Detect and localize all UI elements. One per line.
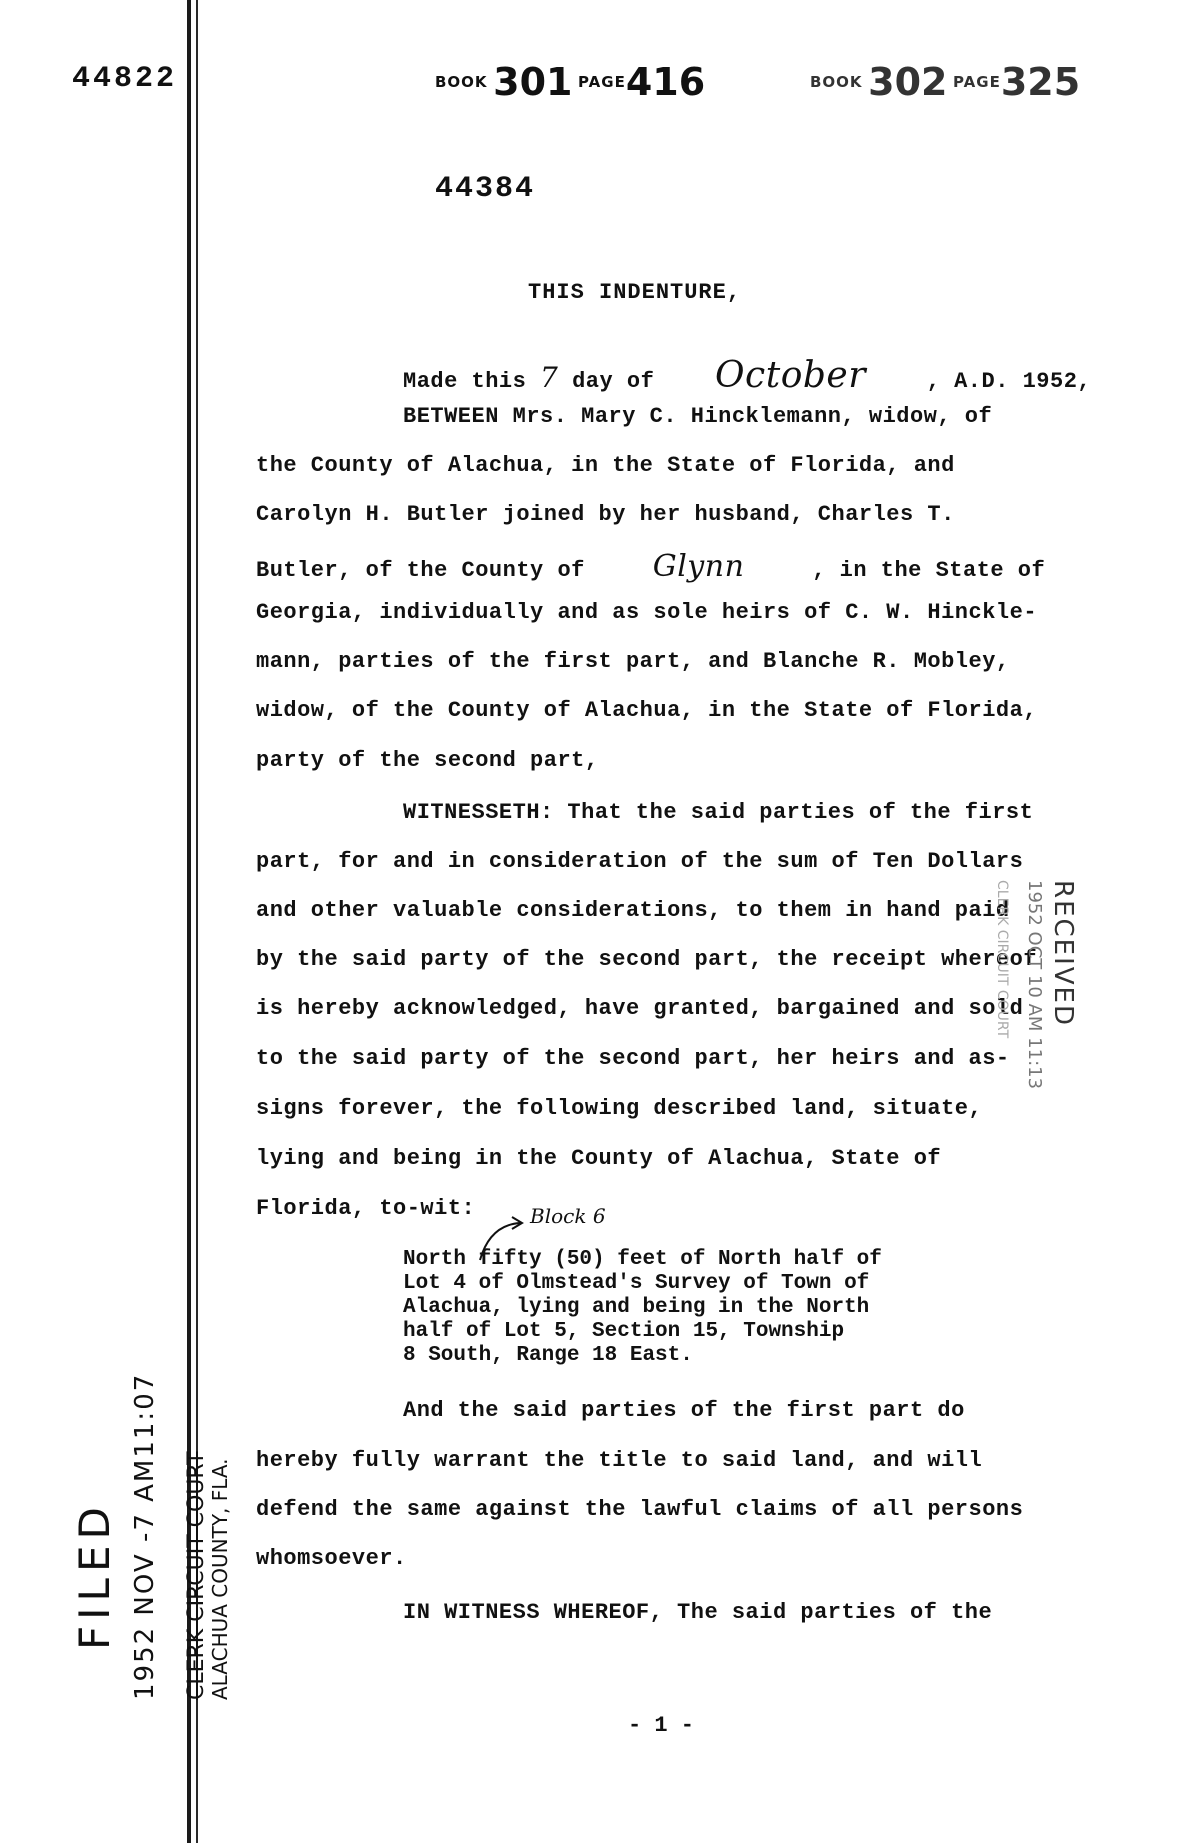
book-page-stamp-2 [810,60,1080,104]
body-line: defend the same against the lawful claims of all persons [256,1497,1024,1522]
body-line: Florida, to-wit: [256,1196,476,1221]
received-stamp-date: 1952 OCT 10 AM 11:13 [1024,880,1045,1090]
page-number: 416 [625,60,706,104]
filed-stamp-clerk: CLERK CIRCUIT COURT [184,1451,209,1700]
page-number: - 1 - [628,1713,695,1738]
body-line: lying and being in the County of Alachua, State of [256,1146,942,1171]
document-heading: THIS INDENTURE, [528,280,742,305]
date-line [403,355,1091,396]
handwritten-month: October [715,355,866,396]
page-label: PAGE [578,73,626,91]
page-number: 325 [1000,60,1081,104]
year-text: , A.D. 1952, [926,369,1092,394]
body-line: whomsoever. [256,1546,407,1571]
body-line: And the said parties of the first part do [403,1398,965,1423]
county-suffix: , in the State of [812,558,1046,583]
body-line: the County of Alachua, in the State of Florida, and [256,453,955,478]
book-label: BOOK [435,73,488,91]
body-line: part, for and in consideration of the sum of Ten Dollars [256,849,1024,874]
body-line: signs forever, the following described land, situate, [256,1096,983,1121]
received-stamp-label: RECEIVED [1048,880,1078,1027]
filed-stamp-date: 1952 NOV -7 AM11:07 [130,1372,160,1700]
page-label: PAGE [953,73,1001,91]
made-prefix: Made this [403,369,527,394]
document-number: 44822 [72,62,178,96]
day-of-text: day of [572,369,655,394]
body-line: Georgia, individually and as sole heirs of C. W. Hinckle- [256,600,1038,625]
body-line: Carolyn H. Butler joined by her husband, Charles T. [256,502,955,527]
description-line: half of Lot 5, Section 15, Township [403,1320,845,1343]
body-line: to the said party of the second part, her heirs and as- [256,1046,1010,1071]
handwritten-day: 7 [540,361,559,394]
handwritten-block-annotation: Block 6 [530,1204,606,1228]
body-line: widow, of the County of Alachua, in the State of Florida, [256,698,1038,723]
body-line: party of the second part, [256,748,599,773]
body-line: BETWEEN Mrs. Mary C. Hincklemann, widow, of [403,404,993,429]
filed-stamp-county: ALACHUA COUNTY, FLA. [208,1458,232,1700]
body-line: by the said party of the second part, the receipt whereof [256,947,1038,972]
reference-number: 44384 [435,172,536,206]
body-line: hereby fully warrant the title to said land, and will [256,1448,983,1473]
book-number: 302 [868,60,948,104]
description-line: 8 South, Range 18 East. [403,1344,693,1367]
body-line: mann, parties of the first part, and Blanche R. Mobley, [256,649,1010,674]
body-line: WITNESSETH: That the said parties of the first [403,800,1034,825]
description-line: Alachua, lying and being in the North [403,1296,870,1319]
received-stamp-office: CLERK CIRCUIT COURT [994,880,1010,1039]
body-line: is hereby acknowledged, have granted, bargained and sold [256,996,1024,1021]
body-line: and other valuable considerations, to them in hand paid [256,898,1010,923]
description-line: North fifty (50) feet of North half of [403,1248,882,1271]
county-line [256,549,1045,584]
description-line: Lot 4 of Olmstead's Survey of Town of [403,1272,870,1295]
book-page-stamp-1 [435,60,705,104]
filed-stamp-label: FILED [70,1501,119,1650]
county-prefix: Butler, of the County of [256,558,585,583]
body-line: IN WITNESS WHEREOF, The said parties of the [403,1600,993,1625]
handwritten-county: Glynn [652,549,745,584]
book-label: BOOK [810,73,863,91]
book-number: 301 [493,60,573,104]
